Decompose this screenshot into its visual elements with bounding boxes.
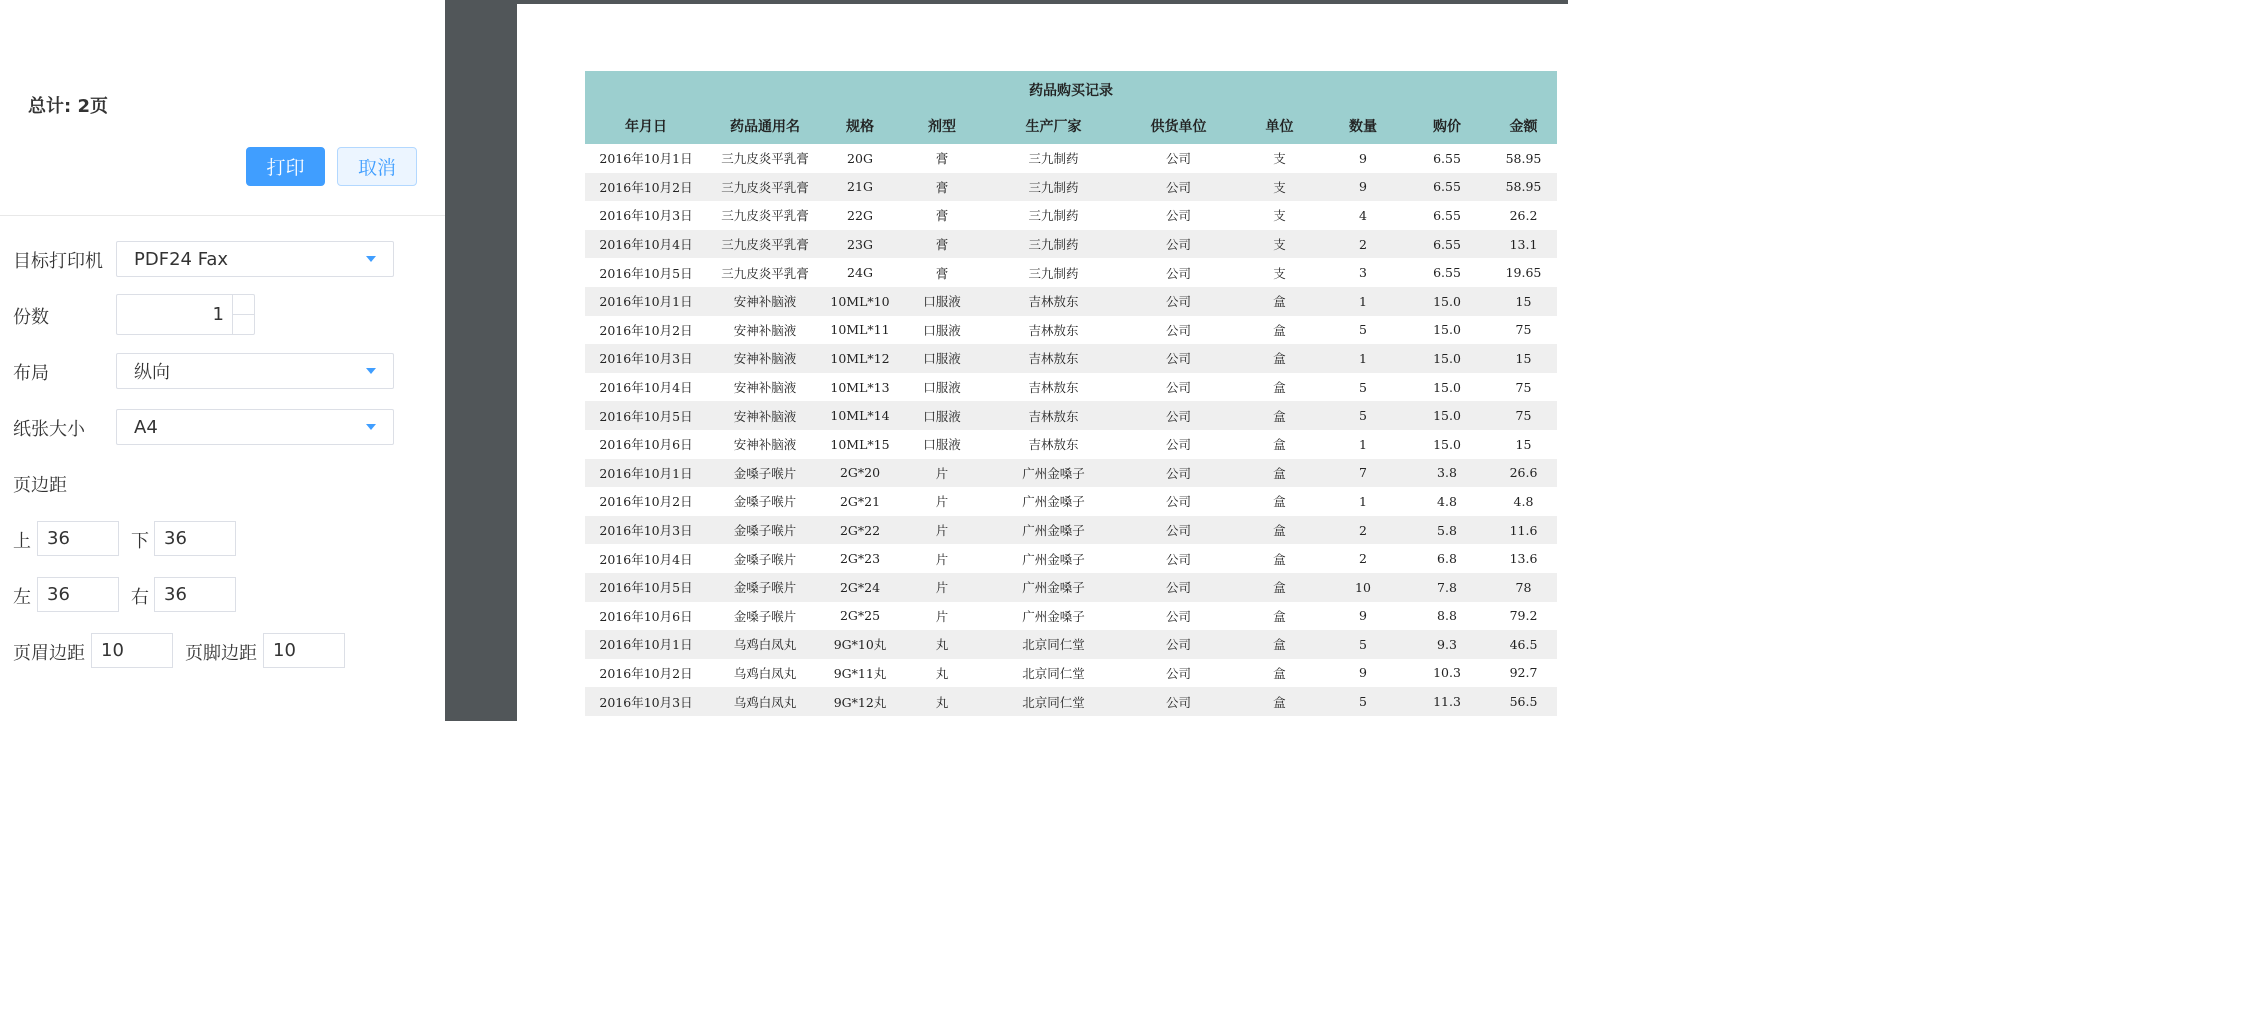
table-cell: 2016年10月1日	[599, 465, 693, 481]
table-cell: 三九皮炎平乳膏	[721, 237, 809, 253]
table-cell: 15	[1515, 293, 1532, 309]
table-cell: 1	[1359, 350, 1367, 366]
table-cell: 公司	[1165, 322, 1191, 338]
table-cell: 2016年10月2日	[599, 322, 693, 338]
table-cell: 支	[1273, 151, 1286, 167]
margin-top-input[interactable]: 36	[37, 521, 119, 556]
table-row	[585, 316, 1557, 345]
table-cell: 安神补脑液	[733, 408, 797, 424]
table-cell: 11.6	[1509, 522, 1538, 538]
table-cell: 2016年10月2日	[599, 179, 693, 195]
table-cell: 盒	[1273, 294, 1286, 310]
table-cell: 15.0	[1433, 408, 1461, 424]
table-cell: 2016年10月4日	[599, 551, 693, 567]
table-cell: 1	[1359, 293, 1367, 309]
table-cell: 口服液	[923, 294, 961, 310]
table-cell: 三九皮炎平乳膏	[721, 179, 809, 195]
table-cell: 支	[1273, 265, 1286, 281]
table-cell: 盒	[1273, 608, 1286, 624]
table-cell: 9.3	[1437, 636, 1457, 652]
table-cell: 金嗓子喉片	[733, 580, 797, 596]
chevron-down-icon	[366, 424, 376, 430]
table-cell: 56.5	[1509, 694, 1538, 710]
total-pages: 总计: 2页	[28, 96, 108, 117]
table-cell: 乌鸡白凤丸	[733, 637, 797, 653]
table-cell: 23G	[847, 236, 873, 252]
table-cell: 2016年10月2日	[599, 665, 693, 681]
table-cell: 2G*22	[839, 522, 881, 538]
table-cell: 2016年10月1日	[599, 294, 693, 310]
table-cell: 75	[1515, 322, 1532, 338]
table-cell: 支	[1273, 208, 1286, 224]
table-cell: 2G*23	[839, 551, 881, 567]
column-header: 数量	[1349, 119, 1377, 135]
table-cell: 吉林敖东	[1028, 408, 1079, 424]
table-cell: 公司	[1165, 523, 1191, 539]
table-cell: 三九皮炎平乳膏	[721, 265, 809, 281]
table-cell: 24G	[847, 265, 873, 281]
margin-left-label: 左	[13, 587, 31, 608]
table-cell: 9	[1359, 179, 1367, 195]
table-cell: 6.55	[1433, 265, 1461, 281]
table-row	[585, 258, 1557, 287]
table-cell: 9	[1359, 608, 1367, 624]
table-cell: 口服液	[923, 408, 961, 424]
table-cell: 11.3	[1433, 694, 1461, 710]
table-cell: 支	[1273, 237, 1286, 253]
column-header: 年月日	[625, 119, 667, 135]
table-cell: 公司	[1165, 208, 1191, 224]
table-cell: 片	[935, 494, 949, 510]
table-body	[585, 144, 1557, 716]
table-cell: 15.0	[1433, 293, 1461, 309]
table-cell: 盒	[1273, 408, 1286, 424]
table-cell: 2016年10月3日	[599, 351, 693, 367]
table-cell: 10.3	[1433, 665, 1461, 681]
print-button[interactable]: 打印	[246, 147, 325, 186]
table-cell: 2016年10月4日	[599, 380, 693, 396]
table-cell: 乌鸡白凤丸	[733, 694, 797, 710]
table-cell: 3.8	[1437, 465, 1457, 481]
table-title: 药品购买记录	[1029, 82, 1113, 99]
table-cell: 10ML*12	[830, 350, 890, 366]
table-row	[585, 687, 1557, 716]
cancel-button[interactable]: 取消	[337, 147, 417, 186]
table-cell: 北京同仁堂	[1022, 665, 1085, 681]
print-settings-panel	[0, 0, 445, 721]
table-cell: 2016年10月3日	[599, 208, 693, 224]
table-cell: 2	[1359, 522, 1367, 538]
table-cell: 三九制药	[1028, 208, 1079, 224]
table-cell: 广州金嗓子	[1022, 494, 1085, 510]
table-cell: 15.0	[1433, 322, 1461, 338]
table-cell: 2016年10月5日	[599, 408, 693, 424]
copies-value: 1	[212, 304, 224, 325]
table-cell: 公司	[1165, 637, 1191, 653]
table-cell: 2G*24	[839, 579, 881, 595]
table-cell: 广州金嗓子	[1022, 580, 1085, 596]
table-cell: 13.6	[1509, 551, 1538, 567]
column-header: 剂型	[928, 119, 956, 135]
table-cell: 2016年10月5日	[599, 580, 693, 596]
margins-label: 页边距	[13, 475, 67, 496]
table-cell: 盒	[1273, 665, 1286, 681]
table-cell: 盒	[1273, 351, 1286, 367]
table-row	[585, 201, 1557, 230]
table-cell: 口服液	[923, 380, 961, 396]
table-cell: 盒	[1273, 322, 1286, 338]
table-cell: 2016年10月5日	[599, 265, 693, 281]
table-header	[585, 71, 1557, 144]
table-row	[585, 630, 1557, 659]
table-cell: 10ML*15	[830, 436, 890, 452]
table-row	[585, 287, 1557, 316]
table-cell: 15	[1515, 350, 1532, 366]
paper-size-value: A4	[134, 416, 158, 438]
table-cell: 北京同仁堂	[1022, 637, 1085, 653]
table-cell: 公司	[1165, 608, 1191, 624]
table-cell: 2	[1359, 551, 1367, 567]
table-row	[585, 544, 1557, 573]
table-cell: 15.0	[1433, 350, 1461, 366]
table-cell: 2016年10月3日	[599, 694, 693, 710]
table-cell: 公司	[1165, 494, 1191, 510]
table-cell: 9	[1359, 665, 1367, 681]
table-cell: 盒	[1273, 637, 1286, 653]
table-cell: 广州金嗓子	[1022, 608, 1085, 624]
table-row	[585, 459, 1557, 488]
paper-size-select[interactable]	[116, 409, 394, 445]
table-cell: 75	[1515, 379, 1532, 395]
table-row	[585, 573, 1557, 602]
table-cell: 公司	[1165, 351, 1191, 367]
table-cell: 片	[935, 523, 949, 539]
table-cell: 58.95	[1505, 150, 1542, 166]
table-cell: 金嗓子喉片	[733, 494, 797, 510]
table-cell: 4.8	[1437, 493, 1457, 509]
table-cell: 5	[1359, 694, 1367, 710]
table-cell: 58.95	[1505, 179, 1542, 195]
column-header: 金额	[1509, 119, 1538, 135]
table-cell: 15.0	[1433, 436, 1461, 452]
table-cell: 公司	[1165, 151, 1191, 167]
table-cell: 4	[1359, 207, 1367, 223]
table-cell: 膏	[935, 179, 949, 195]
table-cell: 公司	[1165, 551, 1191, 567]
table-cell: 三九制药	[1028, 179, 1079, 195]
layout-label: 布局	[13, 363, 49, 384]
table-row	[585, 230, 1557, 259]
table-cell: 安神补脑液	[733, 380, 797, 396]
table-cell: 79.2	[1509, 608, 1538, 624]
table-cell: 10ML*13	[830, 379, 890, 395]
table-cell: 广州金嗓子	[1022, 523, 1085, 539]
table-cell: 5	[1359, 322, 1367, 338]
paper-size-label: 纸张大小	[13, 419, 85, 440]
table-cell: 2G*20	[839, 465, 881, 481]
table-row	[585, 430, 1557, 459]
table-cell: 2G*21	[839, 493, 881, 509]
table-cell: 公司	[1165, 580, 1191, 596]
table-cell: 吉林敖东	[1028, 437, 1079, 453]
table-cell: 2016年10月3日	[599, 523, 693, 539]
table-cell: 安神补脑液	[733, 351, 797, 367]
table-cell: 盒	[1273, 465, 1286, 481]
purchase-table	[585, 71, 1557, 716]
table-cell: 盒	[1273, 551, 1286, 567]
table-cell: 26.6	[1509, 465, 1538, 481]
margin-right-input[interactable]: 36	[154, 577, 236, 612]
chevron-down-icon	[366, 368, 376, 374]
table-cell: 安神补脑液	[733, 437, 797, 453]
table-cell: 6.55	[1433, 207, 1461, 223]
column-header: 供货单位	[1150, 119, 1207, 135]
table-cell: 丸	[935, 694, 949, 710]
margin-bottom-label: 下	[131, 531, 149, 552]
table-cell: 公司	[1165, 265, 1191, 281]
copies-label: 份数	[13, 307, 49, 328]
table-cell: 三九皮炎平乳膏	[721, 151, 809, 167]
table-cell: 26.2	[1509, 207, 1538, 223]
table-cell: 20G	[847, 150, 873, 166]
column-headers	[585, 108, 1557, 144]
table-cell: 2016年10月6日	[599, 608, 693, 624]
stepper-controls[interactable]	[232, 295, 254, 334]
table-row	[585, 602, 1557, 631]
printer-label: 目标打印机	[13, 251, 103, 272]
table-cell: 9G*11丸	[833, 665, 887, 681]
table-cell: 10	[1355, 579, 1371, 595]
table-cell: 2016年10月6日	[599, 437, 693, 453]
table-cell: 6.8	[1437, 551, 1457, 567]
table-cell: 公司	[1165, 237, 1191, 253]
layout-select[interactable]	[116, 353, 394, 389]
table-cell: 2016年10月1日	[599, 637, 693, 653]
table-cell: 膏	[935, 151, 949, 167]
table-cell: 2016年10月1日	[599, 151, 693, 167]
table-cell: 7.8	[1437, 579, 1457, 595]
table-cell: 78	[1515, 579, 1532, 595]
table-cell: 9G*10丸	[833, 637, 887, 653]
table-cell: 4.8	[1513, 493, 1534, 509]
table-cell: 片	[935, 608, 949, 624]
table-cell: 6.55	[1433, 236, 1461, 252]
table-cell: 92.7	[1509, 665, 1538, 681]
margin-bottom-input[interactable]: 36	[154, 521, 236, 556]
table-row	[585, 344, 1557, 373]
table-cell: 15.0	[1433, 379, 1461, 395]
table-cell: 10ML*11	[830, 322, 890, 338]
table-cell: 2016年10月4日	[599, 237, 693, 253]
table-cell: 3	[1359, 265, 1367, 281]
table-cell: 盒	[1273, 523, 1286, 539]
printer-select[interactable]	[116, 241, 394, 277]
table-cell: 片	[935, 551, 949, 567]
table-cell: 盒	[1273, 494, 1286, 510]
table-cell: 5	[1359, 379, 1367, 395]
table-cell: 公司	[1165, 437, 1191, 453]
table-cell: 6.55	[1433, 179, 1461, 195]
table-cell: 支	[1273, 179, 1286, 195]
table-cell: 三九制药	[1028, 151, 1079, 167]
table-cell: 公司	[1165, 408, 1191, 424]
column-header: 药品通用名	[730, 119, 800, 135]
table-cell: 6.55	[1433, 150, 1461, 166]
table-cell: 公司	[1165, 465, 1191, 481]
table-cell: 三九制药	[1028, 265, 1079, 281]
table-cell: 2	[1359, 236, 1367, 252]
header-margin-label: 页眉边距	[13, 643, 85, 664]
margin-left-input[interactable]: 36	[37, 577, 119, 612]
table-cell: 口服液	[923, 351, 961, 367]
table-cell: 5.8	[1437, 522, 1457, 538]
table-cell: 北京同仁堂	[1022, 694, 1085, 710]
table-cell: 广州金嗓子	[1022, 551, 1085, 567]
table-cell: 金嗓子喉片	[733, 551, 797, 567]
table-cell: 三九制药	[1028, 237, 1079, 253]
table-cell: 9G*12丸	[833, 694, 887, 710]
table-cell: 吉林敖东	[1028, 294, 1079, 310]
table-cell: 15	[1515, 436, 1532, 452]
table-row	[585, 144, 1557, 173]
table-cell: 2016年10月2日	[599, 494, 693, 510]
table-cell: 三九皮炎平乳膏	[721, 208, 809, 224]
table-cell: 10ML*10	[830, 293, 890, 309]
footer-margin-input[interactable]: 10	[263, 633, 345, 668]
table-row	[585, 487, 1557, 516]
table-cell: 75	[1515, 408, 1532, 424]
table-cell: 公司	[1165, 179, 1191, 195]
column-header: 规格	[846, 119, 874, 135]
table-cell: 22G	[847, 207, 873, 223]
layout-value: 纵向	[134, 362, 170, 383]
header-margin-input[interactable]: 10	[91, 633, 173, 668]
table-cell: 7	[1359, 465, 1367, 481]
column-header: 生产厂家	[1025, 119, 1082, 135]
table-row	[585, 373, 1557, 402]
table-cell: 盒	[1273, 380, 1286, 396]
table-cell: 乌鸡白凤丸	[733, 665, 797, 681]
table-cell: 盒	[1273, 580, 1286, 596]
table-cell: 吉林敖东	[1028, 322, 1079, 338]
table-cell: 1	[1359, 436, 1367, 452]
table-cell: 口服液	[923, 322, 961, 338]
table-cell: 片	[935, 465, 949, 481]
table-row	[585, 659, 1557, 688]
table-cell: 9	[1359, 150, 1367, 166]
footer-margin-label: 页脚边距	[185, 643, 257, 664]
table-cell: 膏	[935, 265, 949, 281]
table-cell: 盒	[1273, 694, 1286, 710]
table-cell: 2G*25	[839, 608, 881, 624]
table-cell: 19.65	[1505, 265, 1542, 281]
table-cell: 安神补脑液	[733, 322, 797, 338]
table-cell: 丸	[935, 665, 949, 681]
table-cell: 口服液	[923, 437, 961, 453]
divider	[0, 215, 445, 216]
table-cell: 46.5	[1509, 636, 1538, 652]
table-cell: 公司	[1165, 665, 1191, 681]
table-cell: 金嗓子喉片	[733, 523, 797, 539]
column-header: 购价	[1433, 119, 1461, 135]
table-cell: 片	[935, 580, 949, 596]
table-cell: 盒	[1273, 437, 1286, 453]
table-cell: 广州金嗓子	[1022, 465, 1085, 481]
table-cell: 21G	[847, 179, 873, 195]
table-cell: 丸	[935, 637, 949, 653]
table-cell: 13.1	[1509, 236, 1538, 252]
table-cell: 金嗓子喉片	[733, 465, 797, 481]
margin-right-label: 右	[131, 587, 149, 608]
copies-stepper[interactable]	[116, 294, 255, 335]
table-cell: 公司	[1165, 380, 1191, 396]
table-cell: 1	[1359, 493, 1367, 509]
table-cell: 膏	[935, 237, 949, 253]
table-cell: 8.8	[1437, 608, 1457, 624]
table-cell: 膏	[935, 208, 949, 224]
table-cell: 金嗓子喉片	[733, 608, 797, 624]
table-row	[585, 401, 1557, 430]
table-cell: 5	[1359, 636, 1367, 652]
table-cell: 吉林敖东	[1028, 351, 1079, 367]
table-cell: 公司	[1165, 694, 1191, 710]
table-cell: 公司	[1165, 294, 1191, 310]
table-cell: 5	[1359, 408, 1367, 424]
table-cell: 吉林敖东	[1028, 380, 1079, 396]
column-header: 单位	[1265, 119, 1294, 135]
printer-value: PDF24 Fax	[134, 248, 229, 270]
chevron-down-icon	[366, 256, 376, 262]
table-cell: 安神补脑液	[733, 294, 797, 310]
margin-top-label: 上	[13, 531, 31, 552]
table-cell: 10ML*14	[830, 408, 890, 424]
table-row	[585, 516, 1557, 545]
table-row	[585, 173, 1557, 202]
